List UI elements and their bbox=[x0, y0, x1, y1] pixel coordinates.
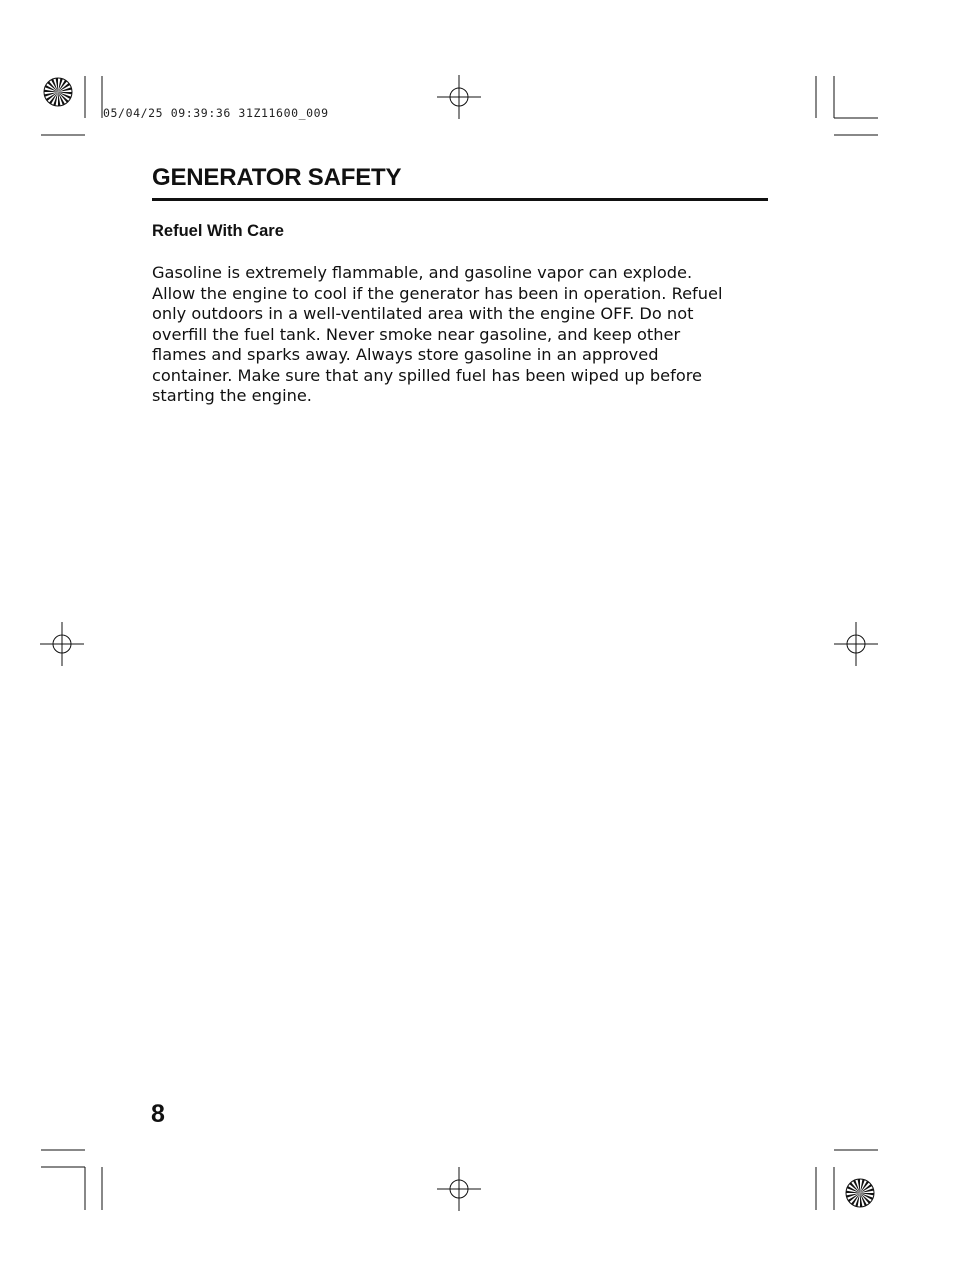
body-line: starting the engine. bbox=[152, 386, 312, 405]
body-line: only outdoors in a well-ventilated area with the engine OFF. Do not bbox=[152, 304, 694, 323]
body-line: Allow the engine to cool if the generator has been in operation. Refuel bbox=[152, 283, 723, 303]
registration-crosshair-bottom bbox=[437, 1167, 481, 1211]
section-title: GENERATOR SAFETY bbox=[152, 164, 402, 191]
body-paragraph bbox=[152, 263, 772, 407]
body-line: flames and sparks away. Always store gasoline in an approved bbox=[152, 345, 659, 364]
page-number: 8 bbox=[151, 1100, 165, 1128]
body-line: overfill the fuel tank. Never smoke near gasoline, and keep other bbox=[152, 324, 681, 344]
body-line: Gasoline is extremely flammable, and gasoline vapor can explode. bbox=[152, 263, 693, 282]
body-line: container. Make sure that any spilled fuel has been wiped up before bbox=[152, 365, 702, 385]
registration-crosshair-top bbox=[437, 75, 481, 119]
title-underline bbox=[152, 198, 768, 201]
registration-crosshair-left bbox=[40, 622, 84, 666]
subheading: Refuel With Care bbox=[152, 222, 284, 240]
print-timestamp: 05/04/25 09:39:36 31Z11600_009 bbox=[103, 106, 329, 120]
starburst-mark-top-left bbox=[44, 78, 72, 106]
registration-crosshair-right bbox=[834, 622, 878, 666]
starburst-mark-bottom-right bbox=[846, 1179, 874, 1207]
